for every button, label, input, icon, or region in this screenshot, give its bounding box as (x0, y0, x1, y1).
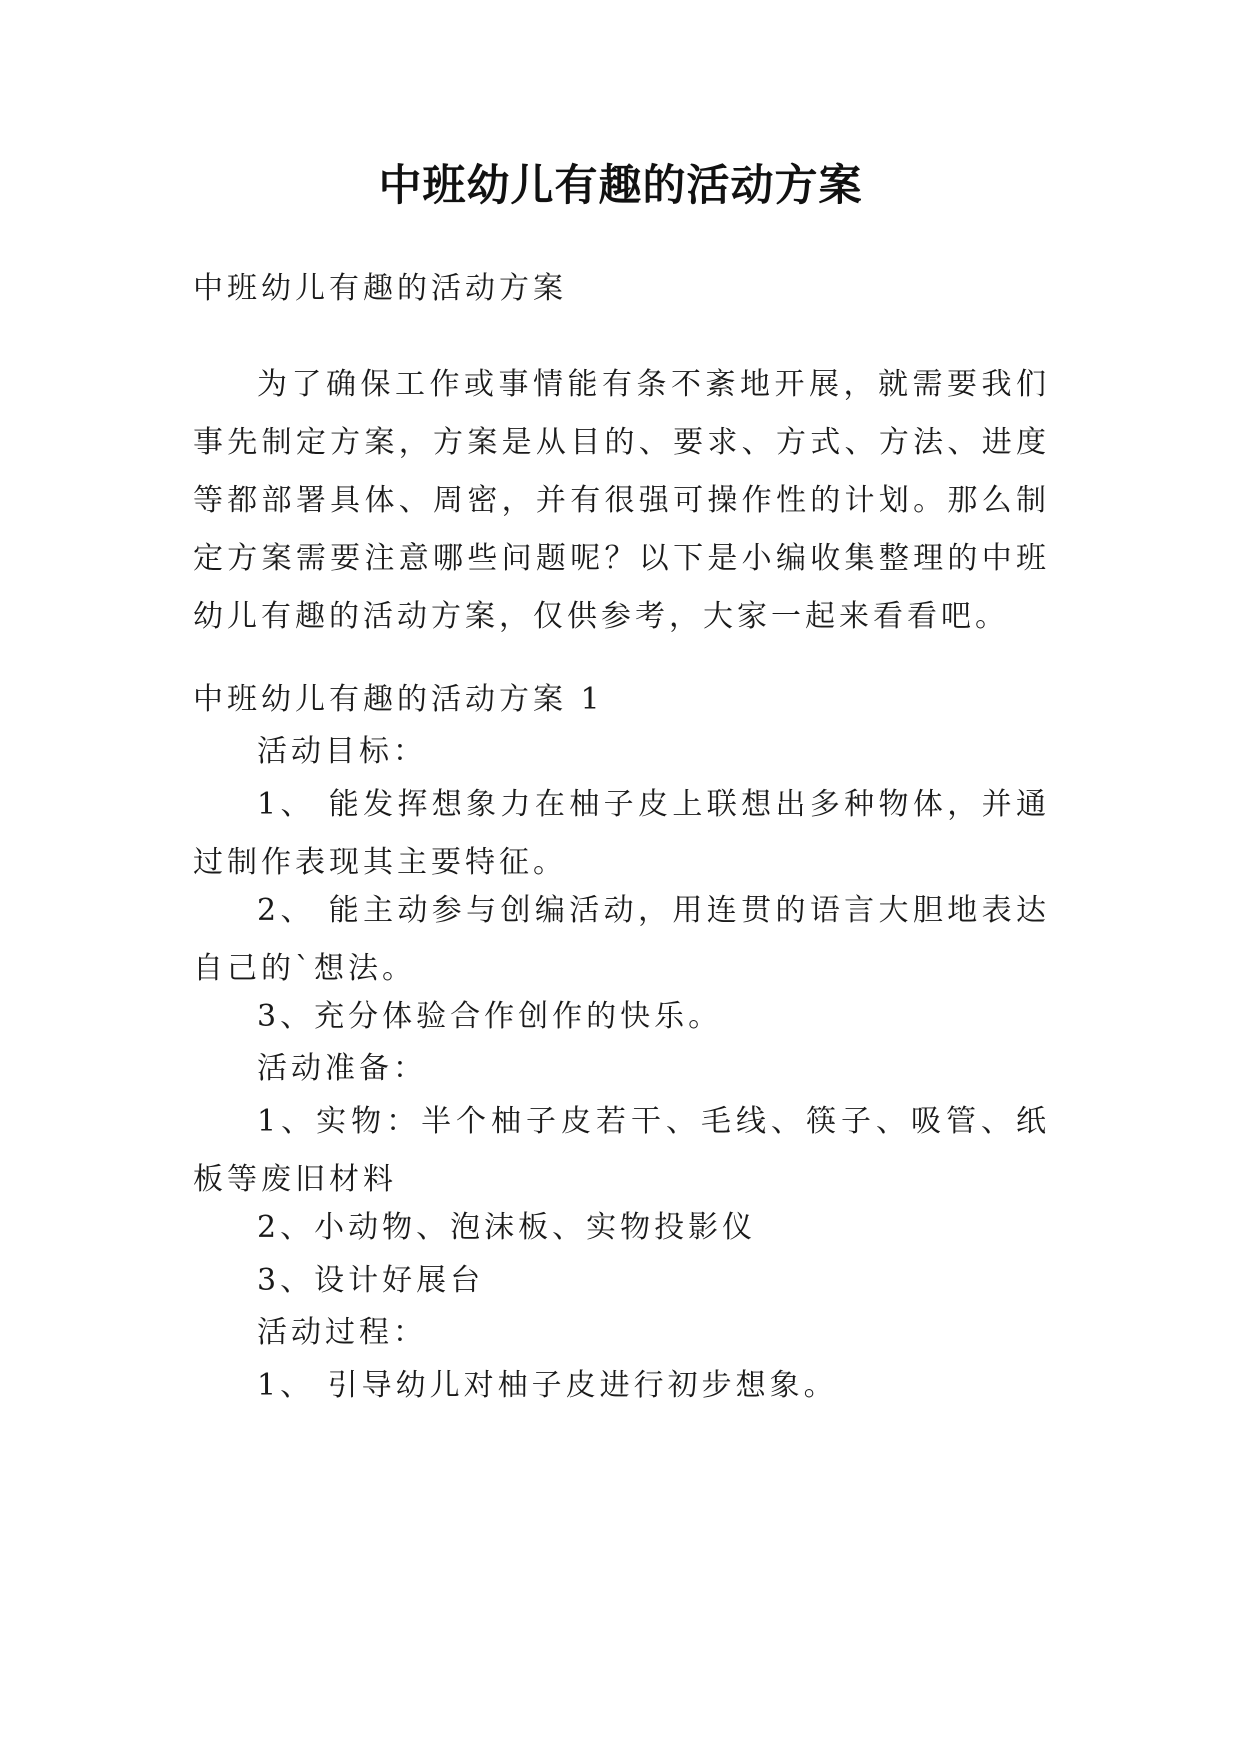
prep-item-2: 2、小动物、泡沫板、实物投影仪 (257, 1210, 757, 1245)
goal-item-3: 3、充分体验合作创作的快乐。 (257, 999, 723, 1034)
document-subtitle: 中班幼儿有趣的活动方案 (193, 271, 567, 306)
document-title: 中班幼儿有趣的活动方案 (378, 161, 863, 211)
prep-item-3: 3、设计好展台 (257, 1263, 485, 1298)
goals-heading: 活动目标： (257, 734, 427, 769)
section-heading: 中班幼儿有趣的活动方案 1 (193, 682, 604, 717)
prep-heading: 活动准备： (257, 1051, 427, 1086)
goal-item-1: 1、 能发挥想象力在柚子皮上联想出多种物体，并通过制作表现其主要特征。 (193, 787, 1050, 880)
prep-item-1: 1、实物：半个柚子皮若干、毛线、筷子、吸管、纸板等废旧材料 (193, 1104, 1050, 1197)
process-heading: 活动过程： (257, 1315, 427, 1350)
intro-paragraph: 为了确保工作或事情能有条不紊地开展，就需要我们事先制定方案，方案是从目的、要求、方式、方法、进度等都部署具体、周密，并有很强可操作性的计划。那么制定方案需要注意哪些问题呢？以下是小编收集整理的中班幼儿有趣的活动方案，仅供参考，大家一起来看看吧。 (193, 367, 1050, 634)
process-item-1: 1、 引导幼儿对柚子皮进行初步想象。 (257, 1368, 838, 1403)
goal-item-2: 2、 能主动参与创编活动，用连贯的语言大胆地表达自己的`想法。 (193, 893, 1050, 986)
